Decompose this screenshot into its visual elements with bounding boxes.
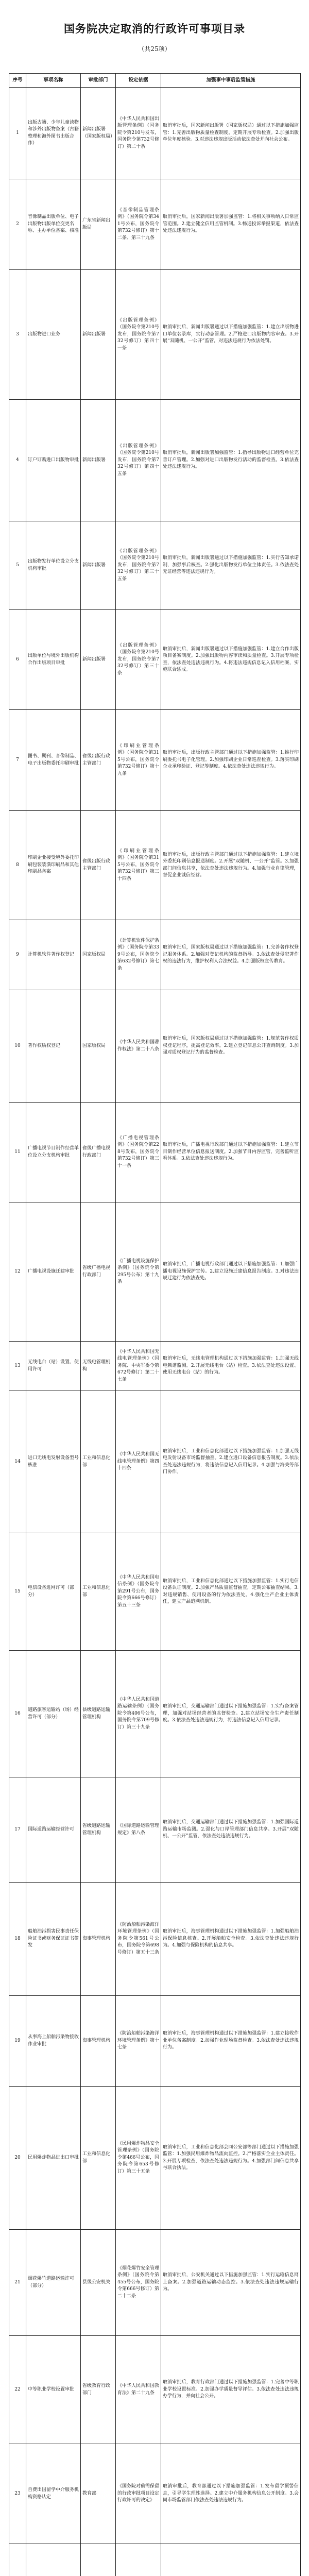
cell-item-name: 民用爆炸物品进出口审批 xyxy=(26,2087,81,2230)
cell-basis: 《中华人民共和国电信条例》（国务院令第291号公布，国务院令第666号修订）第五十三条 xyxy=(116,1533,161,1651)
cell-measures: 取消审批后，出版行政主管部门通过以下措施加强监管：1.建立境外委托印刷信息报送制度。2.开展“双随机、一公开”监管。3.加强部门间信息共享，依法查处违法违规行为。4.加强行业自律管理，督促企业诚信经营。 xyxy=(161,811,301,920)
table-row xyxy=(9,2336,301,2444)
cell-item-name xyxy=(26,2544,81,2576)
cell-number: 16 xyxy=(9,1651,26,1777)
cell-measures: 取消审批后，国家版权局通过以下措施加强监管：1.规范著作权质权登记程序，提高登记效率。2.建立登记信息公开查询制度。3.加强对质权登记行为的监督检查。 xyxy=(161,990,301,1103)
table-row xyxy=(9,1103,301,1202)
cell-item-name: 烟花爆竹道路运输许可（部分） xyxy=(26,2230,81,2336)
cell-measures: 取消审批后，新闻出版署通过以下措施加强监管：1.建立出版物进口单位名录库，实行动态管理。2.严格进口出版物内容审查。3.开展“双随机、一公开”监管，对违法违规行为依法处罚。 xyxy=(161,270,301,400)
table-row xyxy=(9,179,301,270)
cell-basis: 《印刷业管理条例》（国务院令第315号公布，国务院令第732号修订）第十九条 xyxy=(116,710,161,811)
cell-item-name: 音像制品出版单位、电子出版物出版单位变更名称、主办单位备案、核准 xyxy=(26,179,81,270)
cell-basis: 《防治船舶污染海洋环境管理条例》（国务院令第561号公布，国务院令第698号修订）第五十三条 xyxy=(116,1883,161,1996)
cell-number: 11 xyxy=(9,1103,26,1202)
cell-measures: 取消审批后，出版行政主管部门通过以下措施加强监管：1.推行印刷委托书电子化管理。2.加强印刷企业日常巡查检查。3.落实印刷企业承印验证、登记等制度。4.依法查处违法违规行为。 xyxy=(161,710,301,811)
cell-number: 2 xyxy=(9,179,26,270)
table-row xyxy=(9,811,301,920)
cell-number: 12 xyxy=(9,1202,26,1342)
cell-measures: 取消审批后，工业和信息化部通过以下措施加强监管：1.实行电信设备认证制度。2.加强产品质量监督抽查，定期公布抽查结果。3.对违规销售、使用设备的行为依法查处。4.强化生产企业主体责任，建立产品追溯机制。 xyxy=(161,1533,301,1651)
cell-number: 4 xyxy=(9,400,26,521)
cell-department: 广东省新闻出版局 xyxy=(81,179,116,270)
cell-measures: 取消审批后，交通运输部门通过以下措施加强监管：1.加强国际道路运输市场监测。2.强化与口岸管理部门信息共享。3.开展“双随机、一公开”监管，依法查处违法违规行为。 xyxy=(161,1777,301,1883)
cell-basis: 《民用爆炸物品安全管理条例》（国务院令第466号公布，国务院令第653号修订）第三十五条 xyxy=(116,2087,161,2230)
cell-basis: 《国际道路运输管理规定》第八条 xyxy=(116,1777,161,1883)
table-row xyxy=(9,710,301,811)
cell-item-name: 广播电视设施迁建审批 xyxy=(26,1202,81,1342)
cell-department: 省级出版行政主管部门 xyxy=(81,811,116,920)
cell-basis: 《中华人民共和国无线电管理条例》（国务院、中央军委令第672号修订）第二十七条 xyxy=(116,1342,161,1391)
cell-basis: 《出版管理条例》（国务院令第210号发布，国务院令第732号修订）第三十条 xyxy=(116,610,161,710)
cell-basis: 《音像制品管理条例》（国务院令第341号公布，国务院令第732号修订）第十二条、第三十九条 xyxy=(116,179,161,270)
table-row xyxy=(9,270,301,400)
cell-department: 省级广播电视行政部门 xyxy=(81,1103,116,1202)
cell-item-name: 出版单位与境外出版机构合作出版项目审批 xyxy=(26,610,81,710)
cell-department: 省级出版行政主管部门 xyxy=(81,710,116,811)
cell-basis: 《广播电视管理条例》（国务院令第228号发布，国务院令第732号修订）第三十一条 xyxy=(116,1103,161,1202)
cell-department: 县级公安机关 xyxy=(81,2230,116,2336)
cell-item-name: 从事海上船舶污染物接收作业审批 xyxy=(26,1996,81,2087)
cell-basis: 《印刷业管理条例》（国务院令第315号公布，国务院令第732号修订）第三十四条 xyxy=(116,811,161,920)
cell-measures: 取消审批后，国家版权局通过以下措施加强监管：1.完善著作权登记服务体系。2.加强对登记机构的监督指导。3.依法查处侵犯著作权的违法行为，维护权利人合法权益。4.加强版权宣传教育。 xyxy=(161,920,301,990)
cell-number: 22 xyxy=(9,2336,26,2444)
cell-measures: 取消审批后，无线电管理机构通过以下措施加强监管：1.加强无线电频谱监测。2.开展无线电台（站）检查。3.依法查处违法设置、使用无线电台（站）的行为。 xyxy=(161,1342,301,1391)
permit-table xyxy=(9,73,301,2576)
cell-measures: 取消审批后，工业和信息化部会同公安部等部门通过以下措施加强监管：1.加强民用爆炸物品流向监控。2.严格落实企业主体责任。3.开展专项检查，依法查处违法违规行为。4.加强部门间信息共享与联合执法。 xyxy=(161,2087,301,2230)
cell-basis: 《中华人民共和国出版管理条例》（国务院令第210号发布，国务院令第732号修订）第二十条 xyxy=(116,88,161,179)
cell-number: 7 xyxy=(9,710,26,811)
cell-number: 5 xyxy=(9,521,26,610)
table-row xyxy=(9,1883,301,1996)
cell-item-name: 中等职业学校设置审批 xyxy=(26,2336,81,2444)
cell-number: 23 xyxy=(9,2444,26,2544)
cell-basis: 《出版管理条例》（国务院令第210号发布，国务院令第732号修订）第三十五条 xyxy=(116,521,161,610)
cell-number: 18 xyxy=(9,1883,26,1996)
cell-department: 国家版权局 xyxy=(81,990,116,1103)
table-row xyxy=(9,1996,301,2087)
table-body xyxy=(9,88,301,2576)
cell-department: 新闻出版署 xyxy=(81,610,116,710)
cell-basis: 《广播电视设施保护条例》（国务院令第295号公布）第十九条 xyxy=(116,1202,161,1342)
table-row xyxy=(9,1533,301,1651)
table-row xyxy=(9,1342,301,1391)
table-row xyxy=(9,400,301,521)
header-department: 审批部门 xyxy=(81,74,116,88)
table-row xyxy=(9,2544,301,2576)
cell-measures xyxy=(161,2544,301,2576)
cell-measures: 取消审批后，教育部通过以下措施加强监管：1.发布留学预警信息，引导学生理性选择。2.建立中介服务机构信息公开制度。3.会同市场监管部门依法查处违法违规行为。 xyxy=(161,2444,301,2544)
cell-item-name: 广播电视节目制作经营单位设立分支机构审批 xyxy=(26,1103,81,1202)
table-row xyxy=(9,521,301,610)
cell-measures: 取消审批后，国家新闻出版署（国家版权局）通过以下措施加强监管：1.完善出版物质量检查制度，定期开展专项检查。2.加强出版单位年度核验。3.对违法违规出版活动依法查处并向社会公布。 xyxy=(161,88,301,179)
cell-department: 海事管理机构 xyxy=(81,1883,116,1996)
cell-item-name: 船舶油污损害民事责任保险证书或财务保证证书签发 xyxy=(26,1883,81,1996)
cell-item-name: 无线电台（站）设置、使用许可 xyxy=(26,1342,81,1391)
cell-number: 13 xyxy=(9,1342,26,1391)
table-row xyxy=(9,88,301,179)
cell-number: 10 xyxy=(9,990,26,1103)
table-row xyxy=(9,1391,301,1533)
table-row xyxy=(9,1202,301,1342)
page-subtitle: （共25项） xyxy=(138,45,171,53)
cell-measures: 取消审批后，新闻出版署通过以下措施加强监管：1.实行告知承诺制，加强事后核查。2.强化出版物发行单位主体责任。3.依法查处无证经营等违法违规行为。 xyxy=(161,521,301,610)
cell-item-name: 自费出国留学中介服务机构资格认定 xyxy=(26,2444,81,2544)
cell-department: 新闻出版署 xyxy=(81,270,116,400)
cell-item-name: 道路旅客运输站（场）经营许可（部分） xyxy=(26,1651,81,1777)
cell-measures: 取消审批后，新闻出版署加强监管：1.指导出版物进口经营单位完善订户管理。2.加强对进口出版物发行活动的监督检查。3.依法查处违法违规行为。 xyxy=(161,400,301,521)
cell-item-name: 著作权质权登记 xyxy=(26,990,81,1103)
cell-number: 17 xyxy=(9,1777,26,1883)
cell-measures: 取消审批后，工业和信息化部通过以下措施加强监管：1.加强无线电发射设备市场监督抽查。2.建立进口设备信息报告制度。3.依法查处违法违规行为，将违法信息记入信用记录。4.加强与海关等部门协作。 xyxy=(161,1391,301,1533)
cell-basis: 《国务院对确需保留的行政审批项目设定行政许可的决定》 xyxy=(116,2444,161,2544)
cell-basis: 《中华人民共和国著作权法》第二十八条 xyxy=(116,990,161,1103)
cell-department xyxy=(81,2544,116,2576)
cell-item-name: 电信设备进网许可（部分） xyxy=(26,1533,81,1651)
cell-item-name: 出版物发行单位设立分支机构审批 xyxy=(26,521,81,610)
cell-measures: 取消审批后，海事管理机构通过以下措施加强监管：1.建立接收作业单位备案制度。2.加强作业现场监督检查。3.依法查处违法违规行为。 xyxy=(161,1996,301,2087)
cell-basis: 《中华人民共和国教育法》第二十九条 xyxy=(116,2336,161,2444)
table-row xyxy=(9,2444,301,2544)
cell-number: 3 xyxy=(9,270,26,400)
table-row xyxy=(9,1777,301,1883)
cell-department: 教育部 xyxy=(81,2444,116,2544)
table-row xyxy=(9,990,301,1103)
table-row xyxy=(9,1651,301,1777)
cell-department: 工业和信息化部 xyxy=(81,2087,116,2230)
cell-basis: 《出版管理条例》（国务院令第210号发布，国务院令第732号修订）第四十五条 xyxy=(116,400,161,521)
cell-basis: 《防治船舶污染海洋环境管理条例》第十七条 xyxy=(116,1996,161,2087)
table-row xyxy=(9,2230,301,2336)
cell-department: 省级广播电视行政部门 xyxy=(81,1202,116,1342)
cell-basis: 《烟花爆竹安全管理条例》（国务院令第455号公布，国务院令第666号修订）第二十二条 xyxy=(116,2230,161,2336)
cell-basis: 《中华人民共和国无线电管理条例》第四十四条 xyxy=(116,1391,161,1533)
header-number: 序号 xyxy=(9,74,26,88)
cell-department: 新闻出版署 xyxy=(81,400,116,521)
cell-department: 新闻出版署 xyxy=(81,521,116,610)
table-row xyxy=(9,920,301,990)
cell-number: 9 xyxy=(9,920,26,990)
cell-basis: 《中华人民共和国道路运输条例》（国务院令第406号公布，国务院令第709号修订）第三十九条 xyxy=(116,1651,161,1777)
cell-number: 6 xyxy=(9,610,26,710)
cell-measures: 取消审批后，国家新闻出版署加强监管：1.将相关事项纳入日常监管范围。2.建立健全信用监管机制。3.畅通投诉举报渠道，依法查处违法违规行为。 xyxy=(161,179,301,270)
cell-number: 19 xyxy=(9,1996,26,2087)
page-title: 国务院决定取消的行政许可事项目录 xyxy=(64,22,245,35)
cell-basis: 《出版管理条例》（国务院令第210号发布，国务院令第732号修订）第四十一条 xyxy=(116,270,161,400)
cell-number: 20 xyxy=(9,2087,26,2230)
table-row xyxy=(9,610,301,710)
cell-number: 21 xyxy=(9,2230,26,2336)
cell-department: 新闻出版署（国家版权局） xyxy=(81,88,116,179)
cell-measures: 取消审批后，海事管理机构通过以下措施加强监管：1.加强船舶油污保险信息核查。2.开展船舶安全检查。3.依法查处违法违规行为。4.加强与保险机构的信息共享。 xyxy=(161,1883,301,1996)
cell-department: 工业和信息化部 xyxy=(81,1391,116,1533)
cell-measures: 取消审批后，公安机关通过以下措施加强监管：1.实行运输信息网上备案。2.加强道路运输动态监控。3.依法查处违法违规运输行为。 xyxy=(161,2230,301,2336)
cell-department: 海事管理机构 xyxy=(81,1996,116,2087)
cell-basis: 《计算机软件保护条例》（国务院令第339号公布，国务院令第632号修订）第七条 xyxy=(116,920,161,990)
cell-measures: 取消审批后，教育行政部门通过以下措施加强监管：1.完善中等职业学校设置标准。2.加强办学质量督导评估。3.依法查处违法违规办学行为，并向社会公开。 xyxy=(161,2336,301,2444)
cell-item-name: 订户订购进口出版物审批 xyxy=(26,400,81,521)
cell-item-name: 国际道路运输经营许可 xyxy=(26,1777,81,1883)
cell-number: 1 xyxy=(9,88,26,179)
cell-measures: 取消审批后，广播电视行政部门通过以下措施加强监管：1.建立节目制作经营单位信息报送制度。2.加强节目内容监管，完善监听监看体系。3.依法查处违法违规行为。 xyxy=(161,1103,301,1202)
header-item-name: 事项名称 xyxy=(26,74,81,88)
cell-number: 14 xyxy=(9,1391,26,1533)
header-basis: 设定依据 xyxy=(116,74,161,88)
cell-number xyxy=(9,2544,26,2576)
cell-measures: 取消审批后，交通运输部门通过以下措施加强监管：1.实行备案管理，加强对站场经营者的监督检查。2.建立站场安全生产责任制度。3.依法查处违法违规行为，将违法信息记入信用记录。 xyxy=(161,1651,301,1777)
table-header-row xyxy=(9,74,301,88)
table-row xyxy=(9,2087,301,2230)
cell-item-name: 进口无线电发射设备型号核准 xyxy=(26,1391,81,1533)
cell-item-name: 出版古籍、少年儿童读物和涉外出版物备案（古籍整理和海外图书出版合作） xyxy=(26,88,81,179)
cell-basis xyxy=(116,2544,161,2576)
cell-item-name: 出版物进口业务 xyxy=(26,270,81,400)
cell-department: 省级教育行政部门 xyxy=(81,2336,116,2444)
cell-item-name: 印刷企业接受境外委托印刷包装装潢印刷品和其他印刷品备案 xyxy=(26,811,81,920)
cell-number: 8 xyxy=(9,811,26,920)
cell-department: 国家版权局 xyxy=(81,920,116,990)
cell-department: 工业和信息化部 xyxy=(81,1533,116,1651)
cell-department: 省级道路运输管理机构 xyxy=(81,1777,116,1883)
cell-department: 无线电管理机构 xyxy=(81,1342,116,1391)
cell-measures: 取消审批后，广播电视行政部门通过以下措施加强监管：1.加强广播电视设施保护宣传。2.建立设施迁建信息报告制度。3.对违法违规迁建行为依法查处。 xyxy=(161,1202,301,1342)
cell-measures: 取消审批后，新闻出版署通过以下措施加强监管：1.建立合作出版项目备案制度。2.加强出版物内容审读和质量检查。3.开展专项检查，依法查处违法违规行为。4.将违法违规信息记入信用档案，实施联合惩戒。 xyxy=(161,610,301,710)
cell-item-name: 计算机软件著作权登记 xyxy=(26,920,81,990)
cell-number: 15 xyxy=(9,1533,26,1651)
header-measures: 加强事中事后监管措施 xyxy=(161,74,301,88)
cell-item-name: 图书、期刊、音像制品、电子出版物委托印刷审批 xyxy=(26,710,81,811)
cell-department: 县级道路运输管理机构 xyxy=(81,1651,116,1777)
